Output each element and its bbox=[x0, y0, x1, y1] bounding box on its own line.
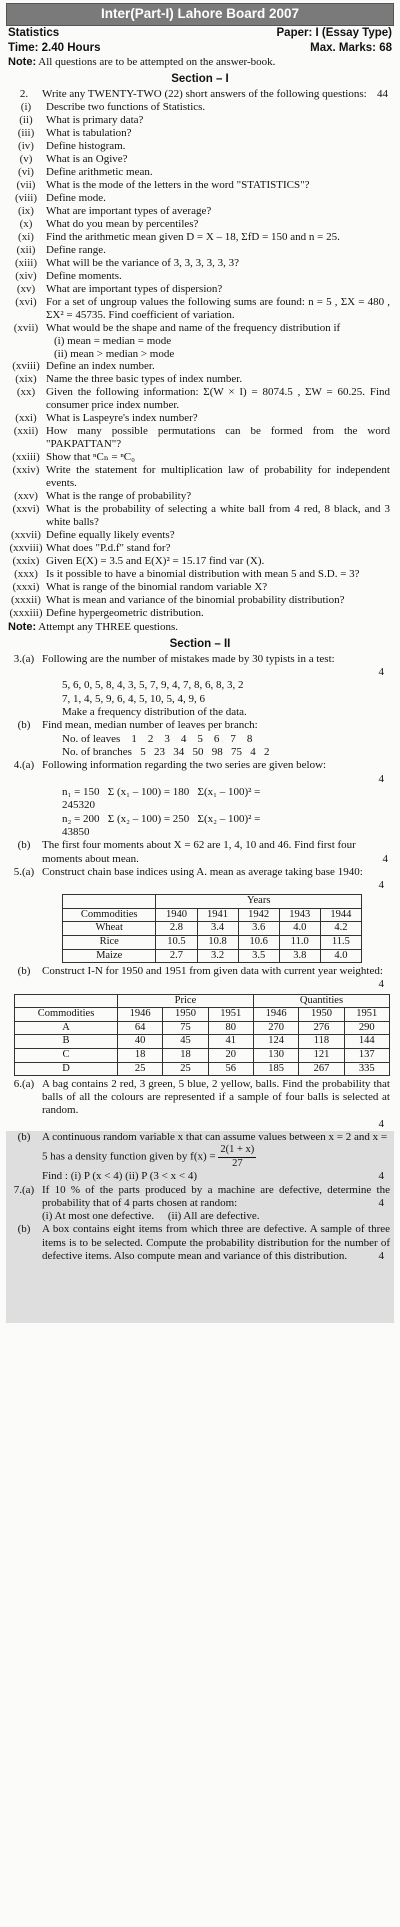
table-header-cell: 1946 bbox=[117, 1008, 162, 1022]
table-row bbox=[15, 1048, 390, 1062]
table-cell: 80 bbox=[208, 1021, 253, 1035]
table-cell: 2.7 bbox=[156, 949, 197, 963]
table-cell: 4.0 bbox=[279, 922, 320, 936]
table-header-cell: 1943 bbox=[279, 908, 320, 922]
table-cell: 25 bbox=[163, 1062, 208, 1076]
table-header-cell: 1942 bbox=[238, 908, 279, 922]
table-header-cell: 1950 bbox=[299, 1008, 344, 1022]
table-cell: Wheat bbox=[63, 922, 156, 936]
table-header-cell: 1950 bbox=[163, 1008, 208, 1022]
table-cell: 18 bbox=[117, 1048, 162, 1062]
table-cell: 11.5 bbox=[320, 935, 361, 949]
table-cell: 335 bbox=[344, 1062, 389, 1076]
short-question: (ii) What is primary data? bbox=[19, 114, 144, 127]
short-question: (xi) Find the arithmetic mean given D = X – 18, ΣfD = 150 and n = 25. bbox=[18, 230, 340, 243]
table-row bbox=[63, 922, 362, 936]
short-question: (xxix) Given E(X) = 3.5 and E(X)² = 15.17 find var (X). bbox=[12, 555, 265, 568]
table-cell: 10.5 bbox=[156, 935, 197, 949]
table-row bbox=[15, 1062, 390, 1076]
short-question: (ix) What are important types of average? bbox=[18, 204, 212, 217]
time: Time: 2.40 Hours bbox=[8, 41, 101, 54]
table-cell: A bbox=[15, 1021, 118, 1035]
short-question: (xxxii) What is mean and variance of the binomial probability distribution? bbox=[11, 593, 345, 606]
short-question: (xviii) Define an index number. bbox=[12, 360, 155, 373]
paper-type: Paper: I (Essay Type) bbox=[276, 27, 392, 40]
short-question: (xxvii) Define equally likely events? bbox=[11, 529, 175, 542]
index-number-table: Price Quantities Commodities 1946 1950 1951 1946 1950 1951 A 64 75 80 270 276 290 B 40 45 41 124 118 144 C 18 18 20 130 121 137 D 25 25 56 185 267 335 bbox=[14, 994, 390, 1077]
table-header-cell: 1951 bbox=[208, 1008, 253, 1022]
meta-row-2 bbox=[6, 41, 394, 55]
short-question: (xix) Name the three basic types of index number. bbox=[15, 373, 243, 386]
question-2: 2. Write any TWENTY-TWO (22) short answers of the following questions: 44 bbox=[19, 87, 388, 100]
table-cell: D bbox=[15, 1062, 118, 1076]
density-fraction: $\frac{2(1 + x)}{27}$ bbox=[220, 1144, 255, 1169]
short-question: (xxiii) Show that ⁿCₙ = ⁿC₀ bbox=[12, 451, 135, 464]
table-cell: 4.2 bbox=[320, 922, 361, 936]
exam-paper: Inter(Part-I) Lahore Board 2007 Statistics Paper: I (Essay Type) Time: 2.40 Hours Max. Marks: 68 Note: All questions are to be attempted on the answer-book. Section – I 2. Write any TWENTY-TWO (22) short answers of the following questions: 44 (i) Describe two functions of Statistics. (ii) What is primary data? (iii) What is tabulation? (iv) Define histogram. (v) What is an Ogive? (vi) Define arithmetic mean. (vii) What is the mode of the letters in the word "STATISTICS"? (viii) Define mode. (ix) What are important types of average? (x) What do you mean by percentiles? (xi) Find the arithmetic mean given D = X – 18, ΣfD = 150 and n = 25. (xii) Define range. (xiii) What will be the variance of 3, 3, 3, 3, 3, 3? (xiv) Define moments. (xv) What are important types of dispersion? (xvi) For a set of ungroup values the following sums are found: n = 5 , ΣX = 480 , ΣX² = 45735. Find coefficient of variation. (xvii) What would be the shape and name of the frequency distribution if (i) mean = median = mode (ii) mean > median > mode (xviii) Define an index number. (xix) Name the three basic types of index number. (xx) Given the following information: Σ(W × I) = 8074.5 , ΣW = 60.25. Find consumer price index number. (xxi) What is Laspeyre's index number? (xxii) How many possible permutations can be formed from the word "PAKPATTAN"? (xxiii) Show that ⁿCₙ = ⁿC₀ (xxiv) Write the statement for multiplication law of probability for independent events. (xxv) What is the range of probability? (xxvi) What is the probability of selecting a white ball from 4 red, 8 black, and 3 white balls? (xxvii) Define equally likely events? (xxviii) What does "P.d.f" stand for? (xxix) Given E(X) = 3.5 and E(X)² = 15.17 find var (X). (xxx) Is it possible to have a binomial distribution with mean 5 and S.D. = 3? (xxxi) What is range of the binomial random variable X? (xxxii) What is mean and variance of the binomial probability distribution? (xxxiii) Define hypergeometric distribution. Note: Attempt any THREE questions. Section – II 3.(a) Following are the number of mistakes made by 30 typists in a test: 4 5, 6, 0, 5, 8, 4, 3, 5, 7, 9, 4, 7, 8, 6, 8, 3, 2 7, 1, 4, 5, 9, 6, 4, 5, 10, 5, 4, 9, 6 Make a frequency distribution of the data. (b) Find mean, median number of leaves per branch: No. of leaves 1 2 3 4 5 6 7 8 No. of branches 5 23 34 50 98 75 4 2 4.(a) Following information regarding the two series are given below: 4 n₁ = 150 Σ (x₁ – 100) = 180 Σ(x₁ – 100)² = 245320 n₂ = 200 Σ (x₂ – 100) = 250 Σ(x₂ – 100)² = 43850 (b) The first four moments about X = 62 are 1, 4, 10 and 46. Find first four moments about mean. 4 5.(a) Construct chain base indices using A. mean as average taking base 1940: 4 Years Commodities 1940 1941 1942 1943 1944 Wheat 2.8 3.4 3.6 4.0 4.2 Rice 10.5 10.8 10.6 11.0 11.5 Maize 2.7 3.2 3.5 3.8 4.0 (b) Construct I-N for 1950 and 1951 from given data with current year weighted: 4 Price Quantities Commodities 1946 1950 1951 1946 1950 1951 A 64 75 80 270 276 290 B 40 45 41 124 118 144 C 18 18 20 130 121 137 D 25 25 56 185 267 335 6.(a) A bag contains 2 red, 3 green, 5 blue, 2 yellow, balls. Find the probability that balls of all the colours are represented if a sample of four balls is selected at random. 4 (b) A continuous random variable x that can assume values between x = 2 and x = 5 has a density function given by f(x) = $\frac{2(1 + x)}{27}$ Find : (i) P (x < 4) (ii) P (3 < x < 4) 4 7.(a) If 10 % of the parts produced by a machine are defective, determine the probability that of 4 parts chosen at random: 4 (i) At most one defective. (ii) All are defective. (b) A box contains eight items from which three are defective. A sample of three items is to be selected. Compute the probability distribution for the number of defective items. Also compute mean and variance of this distribution. 4 bbox=[0, 0, 400, 1927]
short-question: (xxx) Is it possible to have a binomial distribution with mean 5 and S.D. = 3? bbox=[14, 567, 360, 580]
note-2: Note: Attempt any THREE questions. bbox=[8, 620, 178, 633]
short-question: (xxxi) What is range of the binomial random variable X? bbox=[12, 580, 268, 593]
chain-base-table: Years Commodities 1940 1941 1942 1943 1944 Wheat 2.8 3.4 3.6 4.0 4.2 Rice 10.5 10.8 10.6 11.0 11.5 Maize 2.7 3.2 3.5 3.8 4.0 bbox=[62, 894, 362, 963]
short-question: (xxiv) Write the statement for multiplication law of probability for independent events. bbox=[12, 464, 390, 490]
table-cell: 3.6 bbox=[238, 922, 279, 936]
table-header-cell: Commodities bbox=[63, 908, 156, 922]
table-cell: 124 bbox=[253, 1035, 298, 1049]
short-question: (x) What do you mean by percentiles? bbox=[19, 217, 199, 230]
table-cell: 11.0 bbox=[279, 935, 320, 949]
question-6a: 6.(a) A bag contains 2 red, 3 green, 5 blue, 2 yellow, balls. Find the probability that balls of all the colours are represented if a sample of four balls is selected at random. bbox=[13, 1078, 390, 1117]
table-cell: 20 bbox=[208, 1048, 253, 1062]
table-cell: Rice bbox=[63, 935, 156, 949]
short-question: (i) Describe two functions of Statistics. bbox=[20, 101, 206, 114]
table-cell: 130 bbox=[253, 1048, 298, 1062]
section-1-title: Section – I bbox=[171, 73, 229, 86]
short-question: (v) What is an Ogive? bbox=[19, 152, 128, 165]
short-question: (vi) Define arithmetic mean. bbox=[18, 165, 153, 178]
question-4a: 4.(a) Following information regarding the two series are given below: bbox=[13, 759, 327, 772]
table-cell: 3.2 bbox=[197, 949, 238, 963]
question-3a: 3.(a) Following are the number of mistakes made by 30 typists in a test: bbox=[13, 652, 335, 665]
table-header-cell: 1941 bbox=[197, 908, 238, 922]
table-cell: 3.8 bbox=[279, 949, 320, 963]
table-cell: 270 bbox=[253, 1021, 298, 1035]
short-question: (xiii) What will be the variance of 3, 3, 3, 3, 3, 3? bbox=[15, 256, 240, 269]
table-cell: B bbox=[15, 1035, 118, 1049]
table-row bbox=[63, 949, 362, 963]
note-1: Note: All questions are to be attempted on the answer-book. bbox=[8, 55, 276, 68]
table-header-cell: 1951 bbox=[344, 1008, 389, 1022]
table-cell: 290 bbox=[344, 1021, 389, 1035]
short-question: (xiv) Define moments. bbox=[15, 269, 122, 282]
table-cell: 56 bbox=[208, 1062, 253, 1076]
table-cell: 121 bbox=[299, 1048, 344, 1062]
short-question: (viii) Define mode. bbox=[15, 191, 106, 204]
table-cell: C bbox=[15, 1048, 118, 1062]
short-question: (xx) Given the following information: Σ(W × I) = 8074.5 , ΣW = 60.25. Find consumer price index number. bbox=[16, 386, 390, 412]
question-5a: 5.(a) Construct chain base indices using A. mean as average taking base 1940: bbox=[13, 865, 363, 878]
table-cell: 45 bbox=[163, 1035, 208, 1049]
table-cell: 41 bbox=[208, 1035, 253, 1049]
table-cell: 25 bbox=[117, 1062, 162, 1076]
table-cell: 118 bbox=[299, 1035, 344, 1049]
short-question: (xxii) How many possible permutations can be formed from the word "PAKPATTAN"? bbox=[13, 425, 390, 451]
short-question: (xxvi) What is the probability of selecting a white ball from 4 red, 8 black, and 3 white balls? bbox=[12, 503, 390, 529]
table-header-cell: 1940 bbox=[156, 908, 197, 922]
table-cell: 276 bbox=[299, 1021, 344, 1035]
table-cell: 75 bbox=[163, 1021, 208, 1035]
short-question: (xv) What are important types of dispersion? bbox=[16, 282, 223, 295]
short-question: (xii) Define range. bbox=[16, 243, 106, 256]
table-cell: 137 bbox=[344, 1048, 389, 1062]
table-cell: 10.8 bbox=[197, 935, 238, 949]
table-cell: 3.4 bbox=[197, 922, 238, 936]
short-question: (xxi) What is Laspeyre's index number? bbox=[15, 412, 198, 425]
table-row bbox=[15, 1035, 390, 1049]
table-header-cell: Commodities bbox=[15, 1008, 118, 1022]
table-header-cell: 1944 bbox=[320, 908, 361, 922]
section-2-title: Section – II bbox=[169, 638, 231, 651]
short-question: (xvi) For a set of ungroup values the following sums are found: n = 5 , ΣX = 480 , ΣX² = 45735. Find coefficient of variation. bbox=[15, 295, 390, 321]
short-question: (xxv) What is the range of probability? bbox=[14, 490, 192, 503]
question-7b: (b) A box contains eight items from which three are defective. A sample of three items is to be selected. Compute the probability distribution for the number of defective items. Also compute mean and variance of this distribution. 4 bbox=[17, 1223, 390, 1262]
short-question: (ii) mean > median > mode bbox=[54, 347, 175, 360]
max-marks: Max. Marks: 68 bbox=[310, 41, 392, 54]
short-question: (xxxiii) Define hypergeometric distribution. bbox=[9, 606, 204, 619]
question-4b: (b) The first four moments about X = 62 are 1, 4, 10 and 46. Find first four moments about mean. 4 bbox=[17, 839, 388, 865]
table-cell: 2.8 bbox=[156, 922, 197, 936]
table-header-cell: 1946 bbox=[253, 1008, 298, 1022]
short-question: (iii) What is tabulation? bbox=[17, 127, 132, 140]
table-cell: 40 bbox=[117, 1035, 162, 1049]
short-question: (vii) What is the mode of the letters in the word "STATISTICS"? bbox=[16, 178, 310, 191]
table-cell: 18 bbox=[163, 1048, 208, 1062]
question-3b: (b) Find mean, median number of leaves per branch: bbox=[17, 719, 258, 732]
table-cell: 3.5 bbox=[238, 949, 279, 963]
table-cell: 185 bbox=[253, 1062, 298, 1076]
table-cell: 144 bbox=[344, 1035, 389, 1049]
table-cell: Maize bbox=[63, 949, 156, 963]
meta-row-1 bbox=[6, 26, 394, 40]
table-row bbox=[63, 935, 362, 949]
question-6b: (b) A continuous random variable x that can assume values between x = 2 and x = 5 has a density function given by f(x) = $\frac{2(1 + x)}{27}$ bbox=[17, 1130, 388, 1169]
table-cell: 267 bbox=[299, 1062, 344, 1076]
short-question: (xxviii) What does "P.d.f" stand for? bbox=[9, 542, 171, 555]
short-question: (i) mean = median = mode bbox=[54, 334, 172, 347]
short-questions-list bbox=[6, 101, 394, 620]
question-5b: (b) Construct I-N for 1950 and 1951 from given data with current year weighted: bbox=[17, 965, 383, 978]
paper-header: Inter(Part-I) Lahore Board 2007 bbox=[6, 3, 394, 26]
shaded-block: (b) A continuous random variable x that can assume values between x = 2 and x = 5 has a density function given by f(x) = $\frac{2(1 + x)}{27}$ Find : (i) P (x < 4) (ii) P (3 < x < 4) 4 7.(a) If 10 % of the parts produced by a machine are defective, determine the probability that of 4 parts chosen at random: 4 (i) At most one defective. (ii) All are defective. (b) A box contains eight items from which three are defective. A sample of three items is to be selected. Compute the probability distribution for the number of defective items. Also compute mean and variance of this distribution. 4 bbox=[6, 1131, 394, 1323]
short-question: (iv) Define histogram. bbox=[18, 140, 126, 153]
table-cell: 64 bbox=[117, 1021, 162, 1035]
table-cell: 10.6 bbox=[238, 935, 279, 949]
subject: Statistics bbox=[8, 27, 60, 40]
table-row bbox=[15, 1021, 390, 1035]
question-7a: 7.(a) If 10 % of the parts produced by a machine are defective, determine the probability that of 4 parts chosen at random: 4 bbox=[13, 1183, 390, 1209]
short-question: (xvii) What would be the shape and name of the frequency distribution if bbox=[13, 321, 341, 334]
table-cell: 4.0 bbox=[320, 949, 361, 963]
